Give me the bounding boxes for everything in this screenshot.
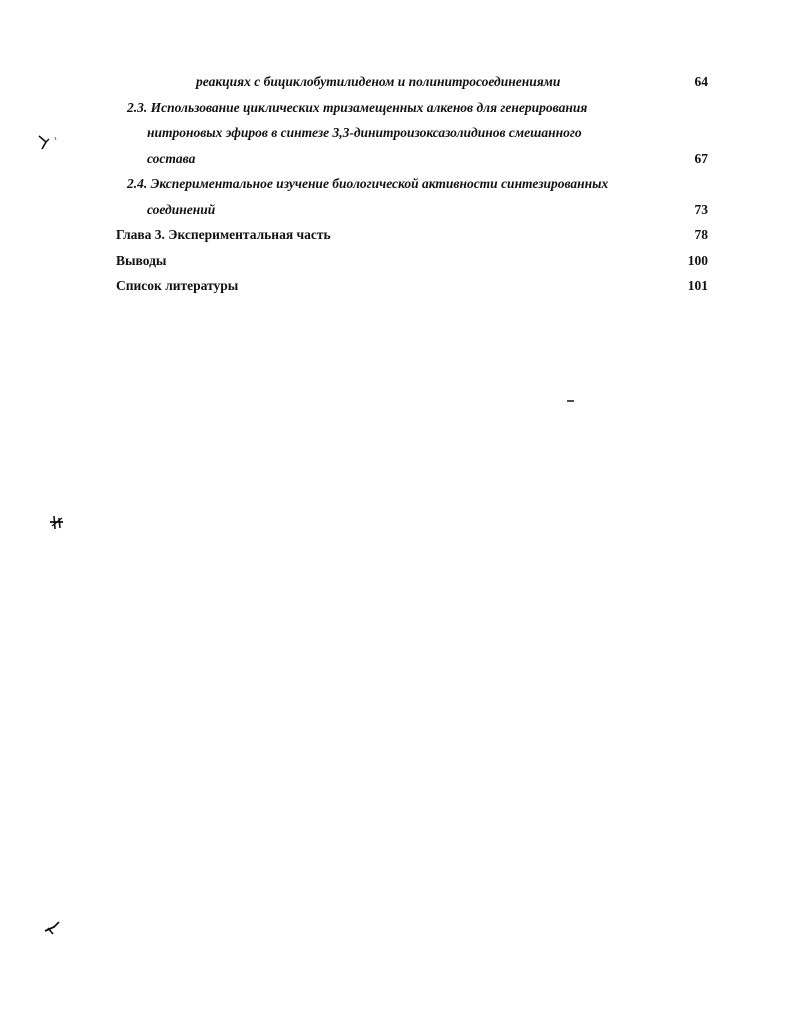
scan-artifact-mark — [36, 132, 60, 152]
toc-entry-text-line: Глава 3. Экспериментальная часть — [116, 227, 331, 242]
toc-entry-text-line: Список литературы — [116, 278, 239, 293]
toc-entry-text-line: нитроновых эфиров в синтезе 3,3-динитроизоксазолидинов смешанного — [147, 125, 582, 140]
toc-page-number: 78 — [694, 227, 708, 242]
toc-page-number: 64 — [694, 74, 708, 89]
toc-entry-text-line: Выводы — [116, 253, 167, 268]
scan-artifact-mark — [42, 918, 62, 938]
toc-entry-text-line: соединений — [147, 202, 216, 217]
scan-artifact-mark — [48, 513, 66, 531]
toc-entry-text-line: 2.3. Использование циклических тризамещенных алкенов для генерирования — [127, 100, 588, 115]
toc-entry-text-line: состава — [147, 151, 196, 166]
toc-page-number: 67 — [694, 151, 708, 166]
toc-page-number: 100 — [687, 253, 708, 268]
toc-entry-text-line: реакциях с бициклобутилиденом и полинитросоединениями — [196, 74, 561, 89]
scan-artifact-dash — [566, 398, 576, 404]
toc-entry-text-line: 2.4. Экспериментальное изучение биологической активности синтезированных — [127, 176, 609, 191]
toc-page-number: 101 — [687, 278, 708, 293]
toc-page-number: 73 — [694, 202, 708, 217]
